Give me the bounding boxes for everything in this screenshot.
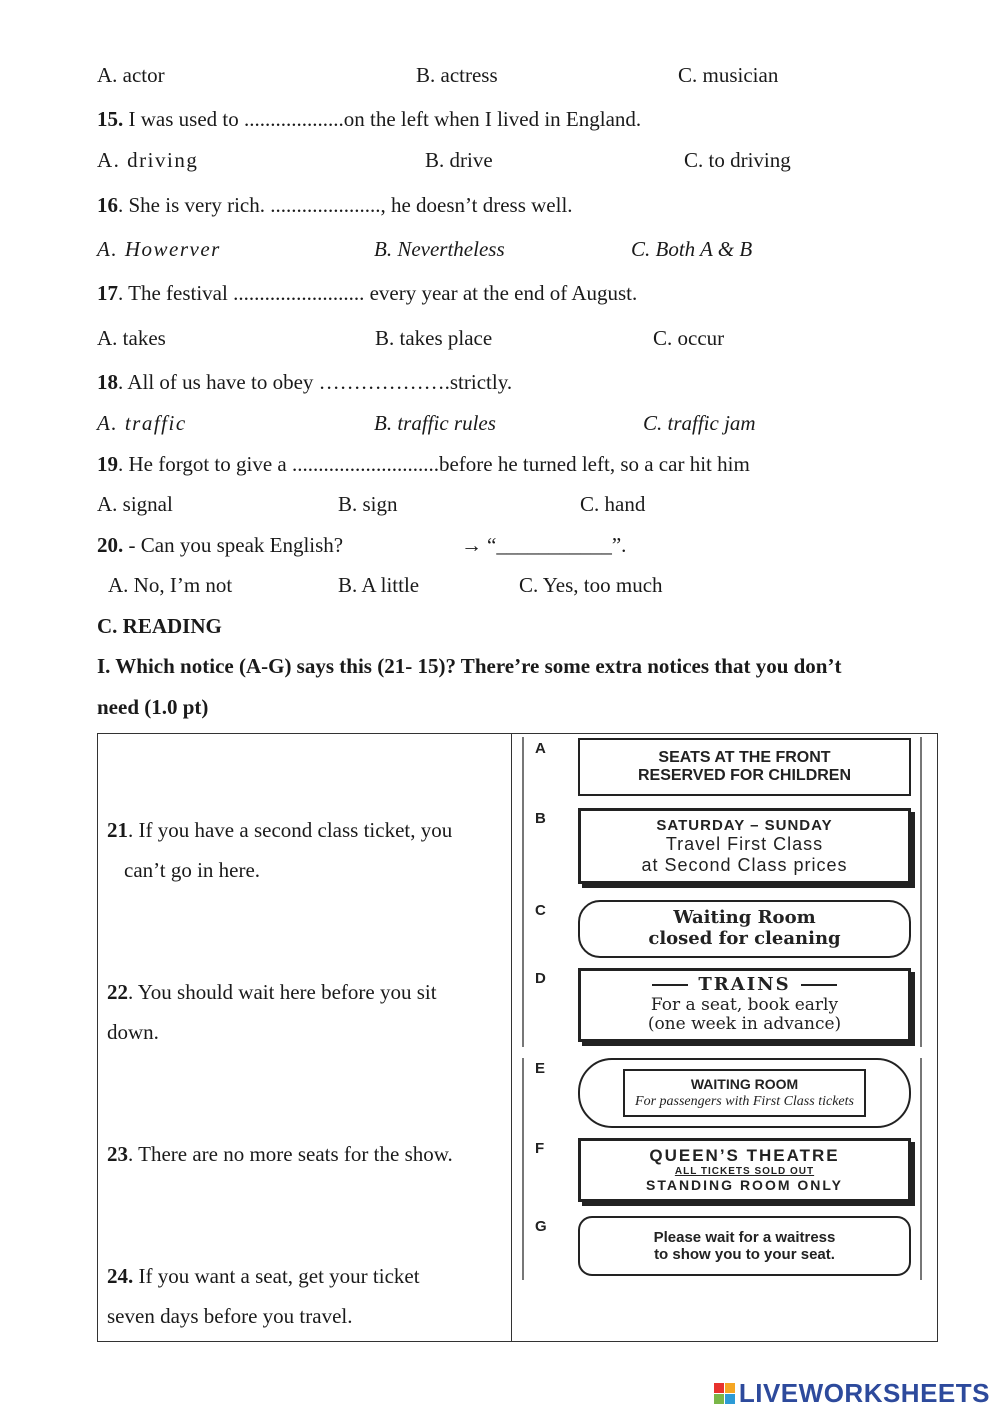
notice-d-line3: (one week in advance) bbox=[647, 1014, 842, 1035]
q16-number: 16 bbox=[97, 193, 118, 217]
q20-number: 20. bbox=[97, 533, 124, 557]
q24-number: 24. bbox=[107, 1264, 134, 1288]
q20-option-b: B. A little bbox=[338, 573, 420, 597]
q18-option-c: C. traffic jam bbox=[643, 411, 756, 435]
q16-option-b: B. Nevertheless bbox=[374, 237, 505, 261]
q16-stem bbox=[97, 195, 573, 216]
logo-square-3 bbox=[714, 1394, 724, 1404]
liveworksheets-logo-icon bbox=[714, 1383, 735, 1404]
q18-text: . All of us have to obey ……………….strictly. bbox=[118, 370, 513, 394]
q22-number: 22 bbox=[107, 980, 128, 1004]
notice-d-rule-left bbox=[652, 984, 688, 986]
question-21 bbox=[107, 810, 502, 890]
q21-line2: can’t go in here. bbox=[124, 858, 261, 882]
q18-option-b: B. traffic rules bbox=[374, 411, 496, 435]
q19-option-c: C. hand bbox=[580, 492, 646, 516]
notice-d-rule-right bbox=[801, 984, 837, 986]
notice-d-heading bbox=[652, 975, 836, 996]
notice-a-letter: A bbox=[535, 740, 546, 757]
q14-option-c: C. musician bbox=[678, 63, 779, 87]
notice-e-inner bbox=[623, 1069, 866, 1117]
notice-f-line3: STANDING ROOM ONLY bbox=[645, 1177, 843, 1194]
q20-arrow-icon: → bbox=[461, 533, 482, 557]
notice-frame-line-right-bottom bbox=[920, 1058, 922, 1280]
q24-line2: seven days before you travel. bbox=[107, 1304, 353, 1328]
q19-text: . He forgot to give a ............................before he turned left, so a car hit him bbox=[118, 452, 750, 476]
q15-option-c: C. to driving bbox=[684, 148, 791, 172]
notice-g-line1: Please wait for a waitress bbox=[653, 1228, 836, 1246]
q20-answer-blank: “___________”. bbox=[487, 533, 627, 557]
notice-c bbox=[578, 900, 911, 958]
notice-f-letter: F bbox=[535, 1140, 545, 1157]
notice-c-line2: closed for cleaning bbox=[648, 928, 841, 949]
logo-square-2 bbox=[725, 1383, 735, 1393]
q19-number: 19 bbox=[97, 452, 118, 476]
notice-frame-line-right-top bbox=[920, 737, 922, 1047]
notice-e-line2: For passengers with First Class tickets bbox=[635, 1094, 854, 1109]
q22-line1: . You should wait here before you sit bbox=[128, 980, 437, 1004]
notice-a-line2: RESERVED FOR CHILDREN bbox=[637, 767, 852, 784]
notice-b-line2: Travel First Class bbox=[665, 833, 824, 854]
notice-b-line3: at Second Class prices bbox=[641, 854, 848, 875]
notice-frame-line-left-bottom bbox=[522, 1058, 524, 1280]
q17-option-b: B. takes place bbox=[375, 326, 493, 350]
notice-e bbox=[578, 1058, 911, 1128]
q20-option-a: A. No, I’m not bbox=[108, 573, 233, 597]
q20-option-c: C. Yes, too much bbox=[519, 573, 663, 597]
q18-stem bbox=[97, 372, 512, 393]
notice-g-line2: to show you to your seat. bbox=[654, 1246, 835, 1263]
reading-instruction-line2: need (1.0 pt) bbox=[97, 695, 209, 719]
notice-f bbox=[578, 1138, 911, 1202]
q19-option-a: A. signal bbox=[97, 492, 173, 516]
q14-option-a: A. actor bbox=[97, 63, 165, 87]
q19-option-b: B. sign bbox=[338, 492, 398, 516]
q21-number: 21 bbox=[107, 818, 128, 842]
q16-text: . She is very rich. ....................., he doesn’t dress well. bbox=[118, 193, 573, 217]
q18-option-a: A. traffic bbox=[97, 411, 187, 435]
notice-frame-line-left-top bbox=[522, 737, 524, 1047]
q15-text: I was used to ...................on the left when I lived in England. bbox=[123, 107, 642, 131]
q17-option-a: A. takes bbox=[97, 326, 166, 350]
q14-option-b: B. actress bbox=[416, 63, 498, 87]
q24-line1: If you want a seat, get your ticket bbox=[133, 1264, 420, 1288]
question-24 bbox=[107, 1256, 502, 1336]
q23-number: 23 bbox=[107, 1142, 128, 1166]
notice-d bbox=[578, 968, 911, 1042]
q17-option-c: C. occur bbox=[653, 326, 725, 350]
notice-d-line2: For a seat, book early bbox=[650, 994, 839, 1015]
q15-number: 15. bbox=[97, 107, 124, 131]
notice-e-letter: E bbox=[535, 1060, 546, 1077]
table-divider bbox=[511, 734, 512, 1341]
q15-stem bbox=[97, 109, 641, 130]
q16-option-c: C. Both A & B bbox=[631, 237, 753, 261]
q17-text: . The festival ......................... every year at the end of August. bbox=[118, 281, 638, 305]
reading-instruction-line1: I. Which notice (A-G) says this (21- 15)? There’re some extra notices that you don’t bbox=[97, 654, 842, 678]
notice-b bbox=[578, 808, 911, 884]
notice-f-line1: QUEEN’S THEATRE bbox=[649, 1146, 840, 1166]
q19-stem bbox=[97, 454, 750, 475]
reading-heading: C. READING bbox=[97, 614, 222, 638]
q23-line1: . There are no more seats for the show. bbox=[128, 1142, 453, 1166]
notice-a-line1: SEATS AT THE FRONT bbox=[658, 748, 831, 766]
notice-c-letter: C bbox=[535, 902, 546, 919]
notice-b-letter: B bbox=[535, 810, 546, 827]
liveworksheets-watermark bbox=[714, 1378, 990, 1409]
question-23 bbox=[107, 1134, 502, 1174]
q20-stem bbox=[97, 533, 627, 557]
notice-b-line1: SATURDAY – SUNDAY bbox=[656, 816, 833, 834]
notice-e-line1: WAITING ROOM bbox=[690, 1075, 799, 1092]
q22-line2: down. bbox=[107, 1020, 159, 1044]
notice-d-letter: D bbox=[535, 970, 546, 987]
q18-number: 18 bbox=[97, 370, 118, 394]
notice-f-line2: ALL TICKETS SOLD OUT bbox=[674, 1165, 815, 1177]
q16-option-a: A. Howerver bbox=[97, 237, 221, 261]
logo-square-1 bbox=[714, 1383, 724, 1393]
q20-text: - Can you speak English? bbox=[123, 533, 344, 557]
notice-c-line1: Waiting Room bbox=[673, 907, 816, 929]
notice-a bbox=[578, 738, 911, 796]
question-22 bbox=[107, 972, 502, 1052]
q15-option-b: B. drive bbox=[425, 148, 493, 172]
notice-d-line1: TRAINS bbox=[698, 974, 791, 996]
q17-stem bbox=[97, 283, 637, 304]
watermark-text: LIVEWORKSHEETS bbox=[738, 1378, 990, 1408]
notice-g bbox=[578, 1216, 911, 1276]
q17-number: 17 bbox=[97, 281, 118, 305]
q21-line1: . If you have a second class ticket, you bbox=[128, 818, 453, 842]
q15-option-a: A. driving bbox=[97, 148, 199, 172]
logo-square-4 bbox=[725, 1394, 735, 1404]
notice-g-letter: G bbox=[535, 1218, 547, 1235]
